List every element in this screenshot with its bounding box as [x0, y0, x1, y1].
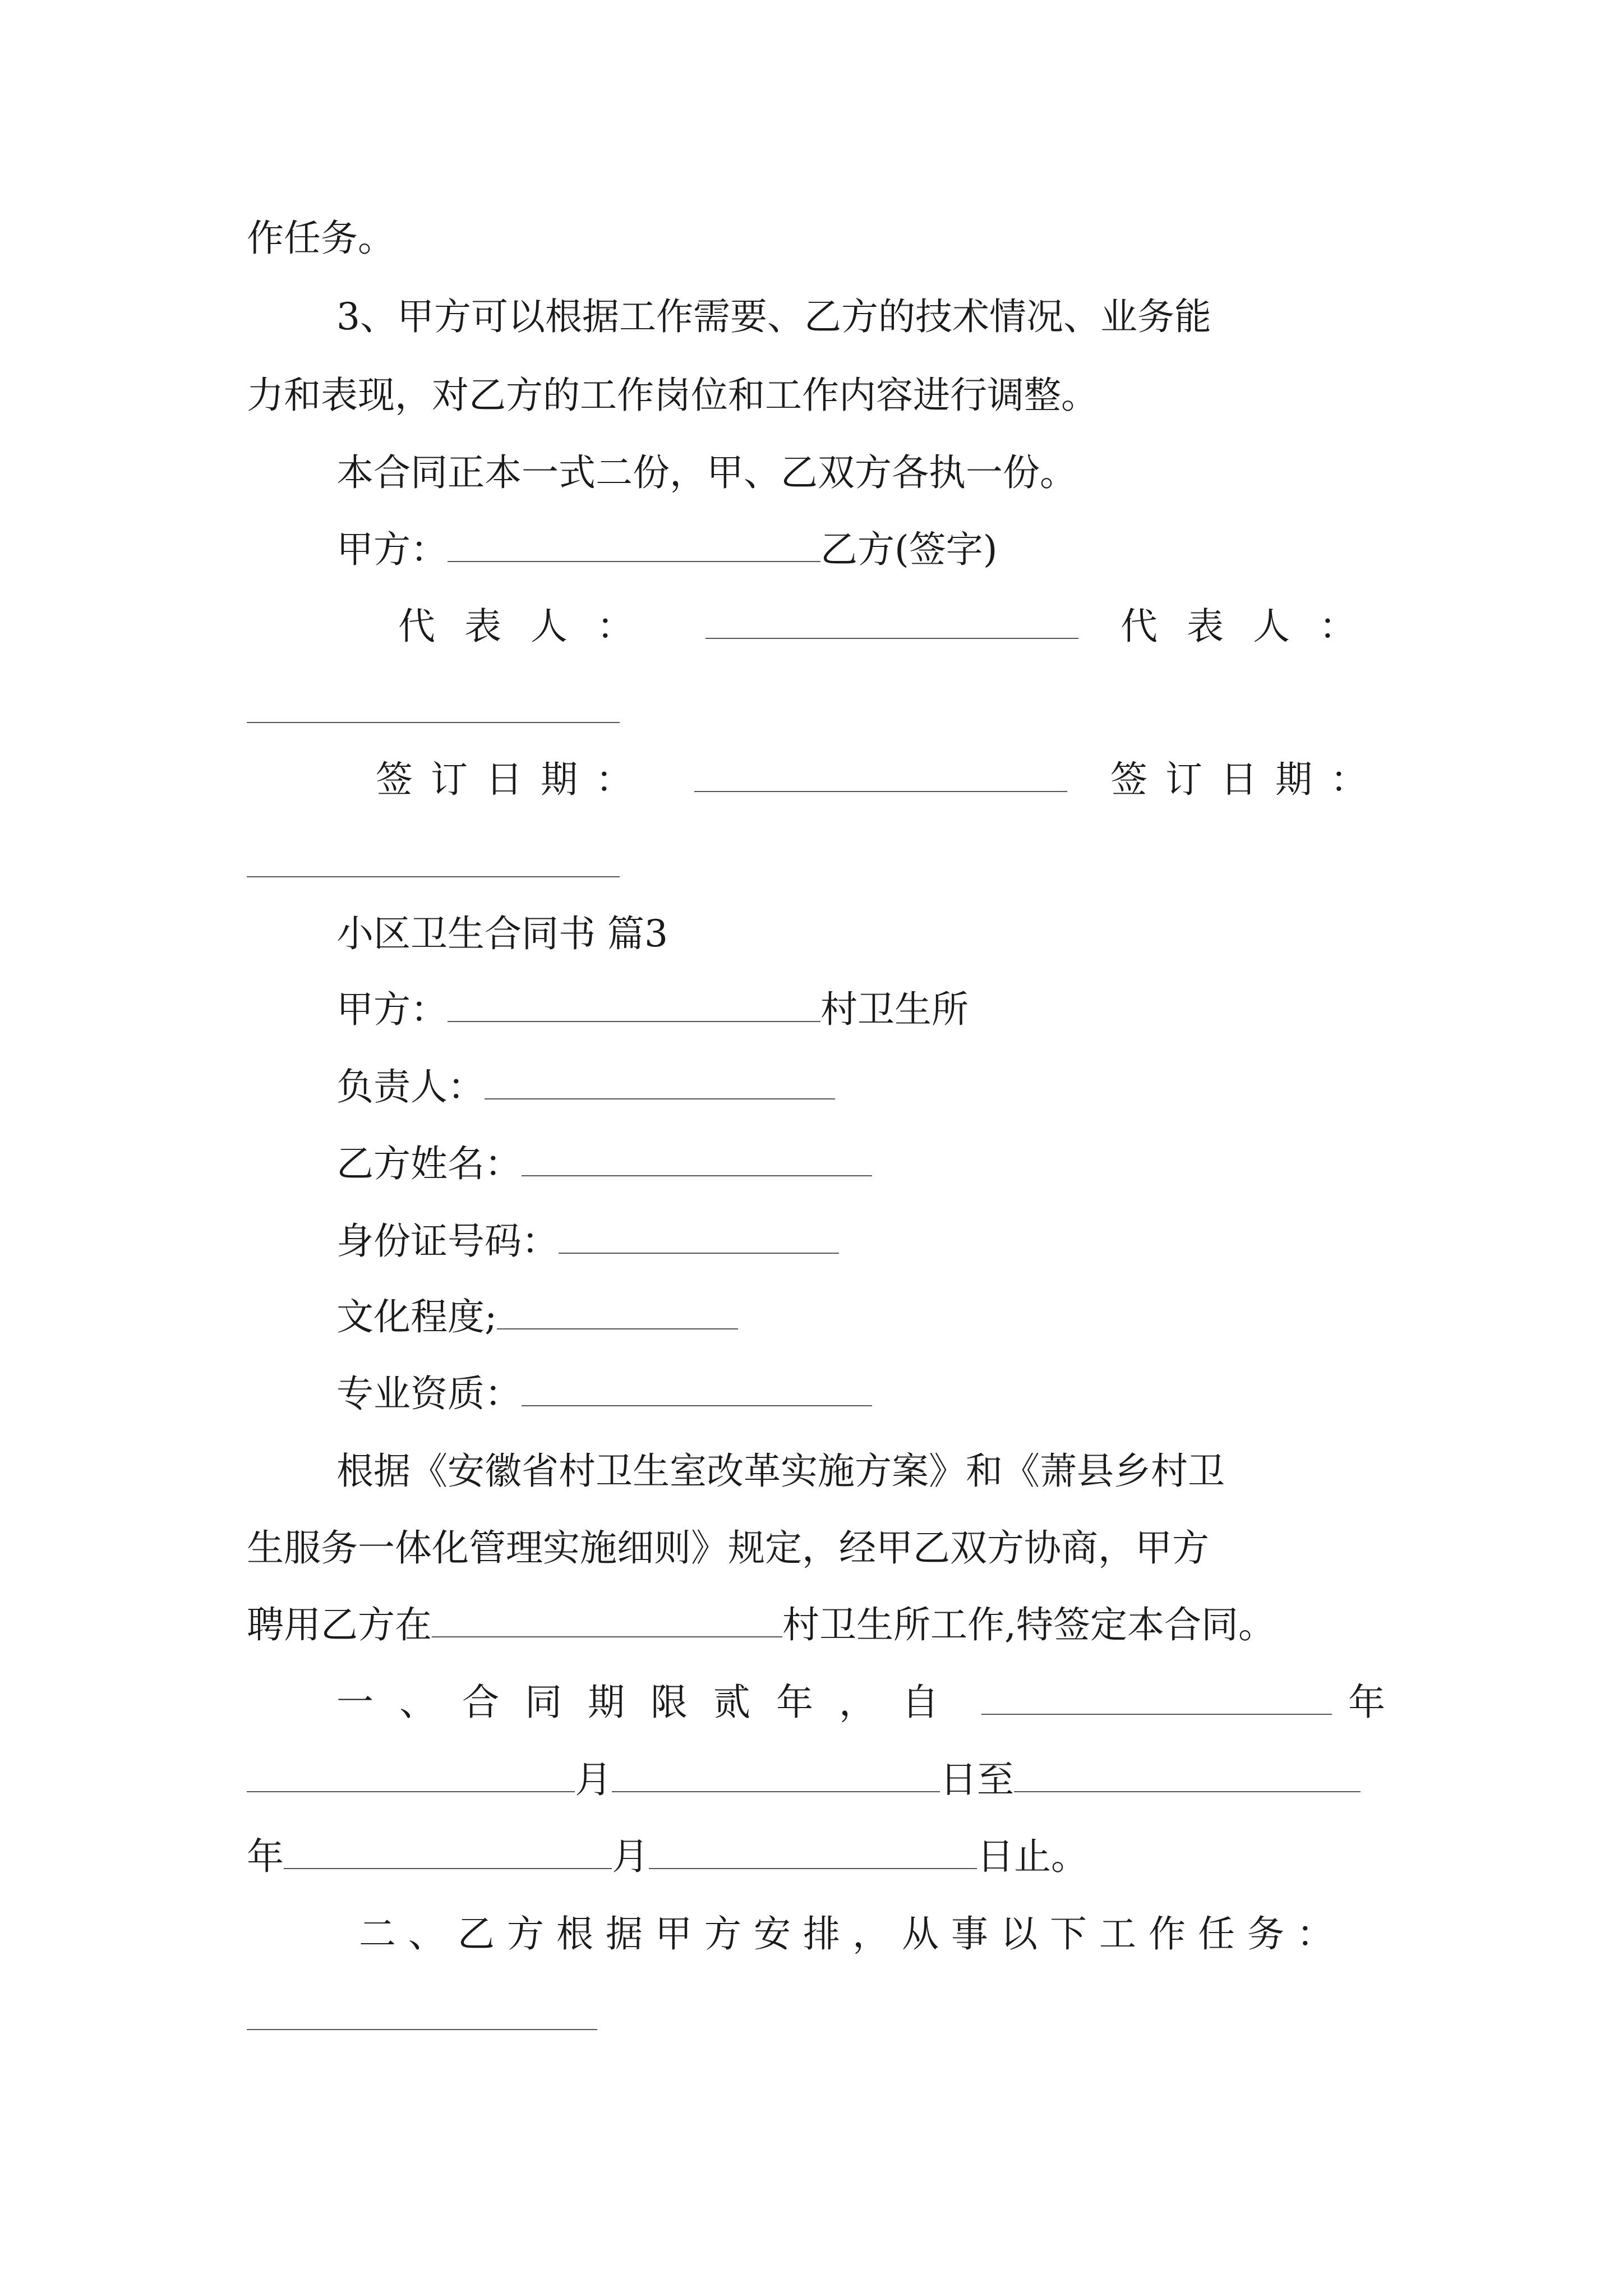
party-b-label: 乙方(签字): [820, 528, 998, 571]
term-end-month-label: 月: [612, 1835, 649, 1878]
field-party-a-suffix: 村卫生所: [820, 988, 969, 1031]
term-end-label: 日止。: [977, 1835, 1088, 1878]
term-end-day-blank[interactable]: [649, 1833, 977, 1869]
date-blank-a[interactable]: [694, 756, 1067, 792]
rep-blank-b[interactable]: [247, 721, 620, 723]
basis-line3: [247, 1600, 1275, 1650]
field-education-blank[interactable]: [497, 1294, 738, 1329]
term-row1-year: 年: [1348, 1681, 1385, 1724]
party-a-blank[interactable]: [448, 526, 820, 562]
paragraph-clause-3-line2: 力和表现，对乙方的工作岗位和工作内容进行调整。: [247, 374, 1098, 417]
field-name-blank[interactable]: [522, 1140, 872, 1176]
paragraph-copies: 本合同正本一式二份，甲、乙双方各执一份。: [336, 451, 1077, 494]
field-education-label: 文化程度;: [336, 1295, 497, 1338]
field-party-a-blank[interactable]: [448, 986, 820, 1022]
field-education: [336, 1292, 738, 1342]
term-end-year-label: 年: [247, 1835, 284, 1878]
term-end-month-blank[interactable]: [284, 1833, 612, 1869]
term-month-label: 月: [575, 1758, 612, 1801]
basis-line2: 生服务一体化管理实施细则》规定，经甲乙双方协商，甲方: [247, 1526, 1209, 1570]
date-blank-b[interactable]: [247, 875, 620, 877]
field-id: [336, 1216, 839, 1267]
term-row3: [247, 1832, 1088, 1882]
term-day-to-label: 日至: [940, 1758, 1014, 1801]
paragraph-task-end: 作任务。: [247, 217, 395, 260]
duty-blank[interactable]: [247, 2028, 597, 2030]
field-qualification-label: 专业资质：: [336, 1372, 522, 1415]
section-title: 小区卫生合同书 篇3: [336, 912, 668, 955]
basis-line3-start: 聘用乙方在: [247, 1603, 432, 1646]
term-end-year-blank[interactable]: [1014, 1756, 1361, 1792]
field-leader-label: 负责人：: [336, 1065, 485, 1108]
field-name-label: 乙方姓名：: [336, 1142, 522, 1185]
field-id-blank[interactable]: [559, 1218, 839, 1254]
duty-label: 二、乙方根据甲方安排，从事以下工作任务：: [359, 1912, 1346, 1955]
field-qualification-blank[interactable]: [522, 1370, 872, 1406]
term-row1: [336, 1677, 1385, 1728]
basis-line1: 根据《安徽省村卫生室改革实施方案》和《萧县乡村卫: [336, 1450, 1225, 1493]
representative-row: [398, 601, 1385, 652]
field-party-a: [336, 984, 969, 1035]
field-leader: [336, 1062, 835, 1112]
field-name: [336, 1139, 872, 1189]
paragraph-clause-3-line1: 3、甲方可以根据工作需要、乙方的技术情况、业务能: [336, 295, 1211, 338]
date-label-a: 签订日期：: [376, 758, 651, 801]
rep-label-a: 代表人：: [398, 605, 663, 648]
rep-blank-a[interactable]: [706, 603, 1078, 639]
basis-line3-end: 村卫生所工作,特签定本合同。: [782, 1603, 1275, 1646]
term-row1-label: 一、合同期限贰年，自: [336, 1681, 965, 1724]
field-qualification: [336, 1369, 872, 1419]
field-leader-blank[interactable]: [485, 1064, 835, 1099]
term-start-day-blank[interactable]: [612, 1756, 940, 1792]
field-party-a-label: 甲方：: [336, 988, 448, 1031]
party-a-label: 甲方：: [336, 528, 448, 571]
date-row: [376, 754, 1385, 805]
term-start-month-blank[interactable]: [247, 1756, 575, 1792]
basis-village-blank[interactable]: [432, 1602, 782, 1637]
duty-row: [359, 1909, 1385, 1959]
term-start-year-blank[interactable]: [981, 1679, 1332, 1715]
date-label-b: 签订日期：: [1110, 758, 1385, 801]
rep-label-b: 代表人：: [1121, 605, 1385, 648]
term-row2: [247, 1755, 1385, 1805]
signature-row: [336, 524, 998, 575]
field-id-label: 身份证号码：: [336, 1220, 559, 1263]
